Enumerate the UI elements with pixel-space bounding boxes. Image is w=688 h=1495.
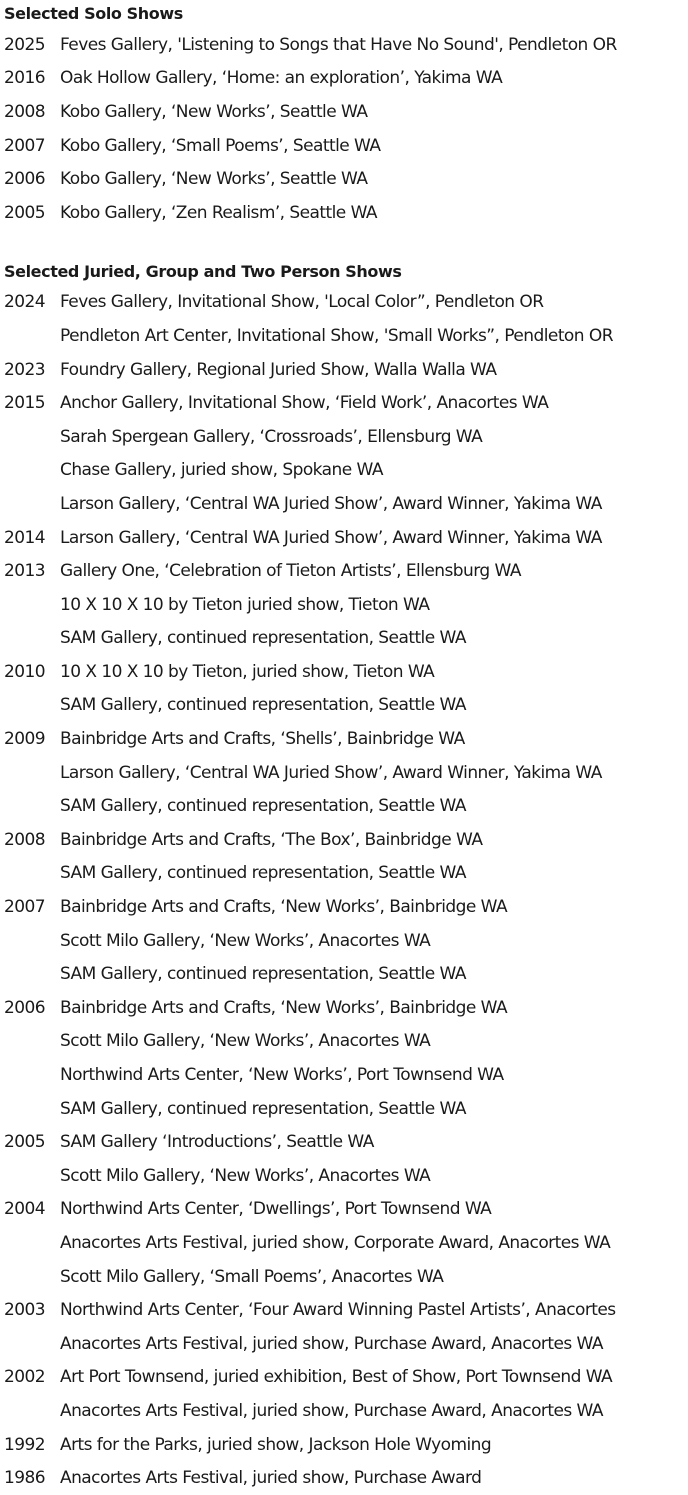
exhibition-entry: Larson Gallery, ‘Central WA Juried Show’, Award Winner, Yakima WA <box>60 527 602 548</box>
exhibition-entry: 10 X 10 X 10 by Tieton, juried show, Tieton WA <box>60 661 435 682</box>
exhibition-year: 2025 <box>4 34 46 55</box>
exhibition-row <box>4 789 688 823</box>
exhibition-row <box>4 286 688 320</box>
exhibition-row <box>4 588 688 622</box>
exhibition-entry: Anacortes Arts Festival, juried show, Purchase Award, Anacortes WA <box>60 1400 603 1421</box>
exhibition-year: 2005 <box>4 202 46 223</box>
exhibition-row <box>4 622 688 656</box>
group-shows-rows <box>4 286 688 1495</box>
exhibition-row <box>4 454 688 488</box>
exhibition-entry: SAM Gallery ‘Introductions’, Seattle WA <box>60 1132 374 1153</box>
exhibition-year: 2003 <box>4 1300 46 1321</box>
exhibition-row <box>4 129 688 163</box>
exhibition-row <box>4 28 688 62</box>
section-heading-solo: Selected Solo Shows <box>4 4 183 23</box>
exhibition-row <box>4 353 688 387</box>
exhibition-year: 2002 <box>4 1367 46 1388</box>
exhibition-year: 2009 <box>4 729 46 750</box>
exhibition-year: 2004 <box>4 1199 46 1220</box>
exhibition-year: 2024 <box>4 292 46 313</box>
exhibition-row <box>4 1428 688 1462</box>
exhibition-row <box>4 1361 688 1395</box>
exhibition-row <box>4 991 688 1025</box>
section-spacer <box>4 230 688 258</box>
exhibition-entry: SAM Gallery, continued representation, Seattle WA <box>60 964 466 985</box>
exhibition-year: 2008 <box>4 829 46 850</box>
exhibition-row <box>4 655 688 689</box>
exhibition-row <box>4 420 688 454</box>
exhibition-row <box>4 1226 688 1260</box>
exhibition-year: 2006 <box>4 997 46 1018</box>
exhibition-row <box>4 196 688 230</box>
exhibition-entry: Larson Gallery, ‘Central WA Juried Show’, Award Winner, Yakima WA <box>60 762 602 783</box>
exhibition-row <box>4 1092 688 1126</box>
exhibition-entry: Feves Gallery, Invitational Show, 'Local Color”, Pendleton OR <box>60 292 544 313</box>
exhibition-entry: 10 X 10 X 10 by Tieton juried show, Tieton WA <box>60 594 430 615</box>
section-heading-group: Selected Juried, Group and Two Person Shows <box>4 261 402 281</box>
exhibition-year: 2007 <box>4 897 46 918</box>
exhibition-row <box>4 1125 688 1159</box>
exhibition-row <box>4 1159 688 1193</box>
exhibition-row <box>4 823 688 857</box>
exhibition-entry: Oak Hollow Gallery, ‘Home: an exploration’, Yakima WA <box>60 68 503 89</box>
exhibition-entry: Scott Milo Gallery, ‘Small Poems’, Anacortes WA <box>60 1266 444 1287</box>
exhibition-entry: Northwind Arts Center, ‘Dwellings’, Port Townsend WA <box>60 1199 492 1220</box>
exhibition-year: 1986 <box>4 1468 46 1489</box>
exhibition-row <box>4 1293 688 1327</box>
solo-shows-rows <box>4 28 688 230</box>
exhibition-year: 1992 <box>4 1434 46 1455</box>
exhibition-entry: Scott Milo Gallery, ‘New Works’, Anacortes WA <box>60 1165 431 1186</box>
exhibition-entry: Sarah Spergean Gallery, ‘Crossroads’, Ellensburg WA <box>60 426 483 447</box>
exhibition-entry: Kobo Gallery, ‘New Works’, Seattle WA <box>60 169 368 190</box>
exhibition-list <box>4 0 688 1495</box>
exhibition-year: 2010 <box>4 661 46 682</box>
exhibition-year: 2008 <box>4 101 46 122</box>
exhibition-row <box>4 756 688 790</box>
exhibition-entry: Anchor Gallery, Invitational Show, ‘Field Work’, Anacortes WA <box>60 393 549 414</box>
exhibition-entry: Pendleton Art Center, Invitational Show, 'Small Works”, Pendleton OR <box>60 325 613 346</box>
exhibition-entry: Bainbridge Arts and Crafts, ‘New Works’, Bainbridge WA <box>60 997 508 1018</box>
exhibition-row <box>4 924 688 958</box>
exhibition-entry: SAM Gallery, continued representation, Seattle WA <box>60 628 466 649</box>
group-shows-section <box>4 258 688 1495</box>
exhibition-row <box>4 1193 688 1227</box>
exhibition-row <box>4 689 688 723</box>
exhibition-row <box>4 1327 688 1361</box>
exhibition-row <box>4 1025 688 1059</box>
exhibition-entry: SAM Gallery, continued representation, Seattle WA <box>60 796 466 817</box>
exhibition-entry: Art Port Townsend, juried exhibition, Best of Show, Port Townsend WA <box>60 1367 613 1388</box>
exhibition-row <box>4 554 688 588</box>
exhibition-row <box>4 1058 688 1092</box>
exhibition-entry: SAM Gallery, continued representation, Seattle WA <box>60 1098 466 1119</box>
exhibition-row <box>4 521 688 555</box>
exhibition-entry: Gallery One, ‘Celebration of Tieton Artists’, Ellensburg WA <box>60 561 521 582</box>
exhibition-row <box>4 1394 688 1428</box>
exhibition-entry: Anacortes Arts Festival, juried show, Purchase Award, Anacortes WA <box>60 1333 603 1354</box>
exhibition-year: 2014 <box>4 527 46 548</box>
exhibition-row <box>4 386 688 420</box>
exhibition-year: 2013 <box>4 561 46 582</box>
exhibition-entry: Northwind Arts Center, ‘New Works’, Port Townsend WA <box>60 1065 504 1086</box>
exhibition-entry: SAM Gallery, continued representation, Seattle WA <box>60 863 466 884</box>
exhibition-row <box>4 890 688 924</box>
exhibition-entry: Scott Milo Gallery, ‘New Works’, Anacortes WA <box>60 930 431 951</box>
exhibition-entry: Kobo Gallery, ‘Small Poems’, Seattle WA <box>60 135 381 156</box>
exhibition-row <box>4 95 688 129</box>
exhibition-year: 2016 <box>4 68 46 89</box>
exhibition-year: 2015 <box>4 393 46 414</box>
exhibition-row <box>4 857 688 891</box>
solo-shows-section <box>4 0 688 230</box>
exhibition-year: 2007 <box>4 135 46 156</box>
exhibition-entry: Chase Gallery, juried show, Spokane WA <box>60 460 383 481</box>
exhibition-entry: Scott Milo Gallery, ‘New Works’, Anacortes WA <box>60 1031 431 1052</box>
exhibition-row <box>4 722 688 756</box>
exhibition-entry: Anacortes Arts Festival, juried show, Purchase Award <box>60 1468 482 1489</box>
exhibition-year: 2005 <box>4 1132 46 1153</box>
exhibition-entry: Feves Gallery, 'Listening to Songs that Have No Sound', Pendleton OR <box>60 34 617 55</box>
exhibition-entry: Bainbridge Arts and Crafts, ‘Shells’, Bainbridge WA <box>60 729 465 750</box>
exhibition-row <box>4 62 688 96</box>
exhibition-entry: Anacortes Arts Festival, juried show, Corporate Award, Anacortes WA <box>60 1232 611 1253</box>
exhibition-entry: Kobo Gallery, ‘Zen Realism’, Seattle WA <box>60 202 377 223</box>
exhibition-year: 2023 <box>4 359 46 380</box>
exhibition-entry: Kobo Gallery, ‘New Works’, Seattle WA <box>60 101 368 122</box>
exhibition-row <box>4 1260 688 1294</box>
exhibition-row <box>4 162 688 196</box>
exhibition-entry: Arts for the Parks, juried show, Jackson Hole Wyoming <box>60 1434 492 1455</box>
exhibition-entry: Foundry Gallery, Regional Juried Show, Walla Walla WA <box>60 359 497 380</box>
exhibition-year: 2006 <box>4 169 46 190</box>
exhibition-entry: Northwind Arts Center, ‘Four Award Winning Pastel Artists’, Anacortes <box>60 1300 616 1321</box>
exhibition-row <box>4 487 688 521</box>
exhibition-entry: Bainbridge Arts and Crafts, ‘New Works’, Bainbridge WA <box>60 897 508 918</box>
exhibition-entry: Larson Gallery, ‘Central WA Juried Show’, Award Winner, Yakima WA <box>60 493 602 514</box>
exhibition-row <box>4 957 688 991</box>
exhibition-row <box>4 319 688 353</box>
exhibition-entry: SAM Gallery, continued representation, Seattle WA <box>60 695 466 716</box>
exhibition-entry: Bainbridge Arts and Crafts, ‘The Box’, Bainbridge WA <box>60 829 483 850</box>
